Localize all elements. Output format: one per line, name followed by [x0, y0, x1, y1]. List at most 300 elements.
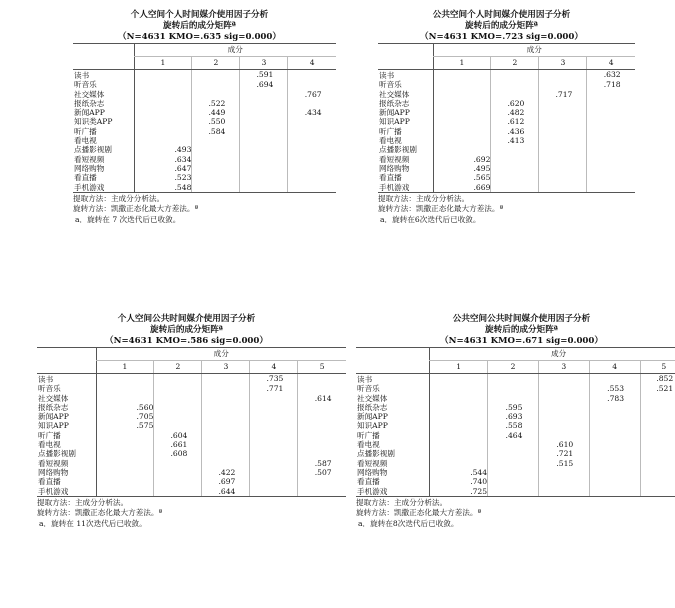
table-row [378, 173, 635, 182]
component-number: 2 [488, 361, 539, 374]
loading-value [640, 440, 675, 449]
loading-value: .553 [589, 384, 640, 393]
row-label: 听广播 [74, 126, 97, 136]
table-row [37, 412, 346, 421]
loading-value [240, 145, 288, 154]
loading-value: .632 [587, 70, 635, 81]
loading-value: .721 [538, 449, 589, 458]
loading-value [154, 403, 202, 412]
loading-value [488, 374, 539, 385]
loading-value [491, 90, 539, 99]
loading-value [587, 136, 635, 145]
loading-value [430, 459, 488, 468]
row-label: 报纸杂志 [38, 402, 69, 412]
loading-value: .560 [96, 403, 154, 412]
table-title-line: （N=4631 KMO=.635 sig=0.000） [118, 32, 281, 42]
loading-value [240, 173, 288, 182]
loading-value [154, 477, 202, 486]
loading-value: .515 [538, 459, 589, 468]
loading-value [298, 412, 346, 421]
loading-value [298, 477, 346, 486]
loading-value [96, 487, 154, 497]
loading-value [298, 440, 346, 449]
table-note: a．旋转在6次迭代后已收敛。 [380, 214, 481, 224]
table-row [356, 431, 675, 440]
loading-value [134, 90, 192, 99]
loading-value: .725 [430, 487, 488, 497]
table-title-line: 旋转后的成分矩阵ª [485, 325, 558, 335]
loading-value [96, 449, 154, 458]
loading-value: .767 [288, 90, 336, 99]
loading-value [192, 80, 240, 89]
table-row [356, 374, 675, 385]
loading-value [640, 412, 675, 421]
loading-value [240, 117, 288, 126]
row-label: 知识APP [38, 421, 69, 431]
loading-value [539, 136, 587, 145]
table-row [73, 127, 336, 136]
table-row [356, 459, 675, 468]
loading-value [298, 403, 346, 412]
loading-value: .464 [488, 431, 539, 440]
loading-value: .548 [134, 183, 192, 193]
loading-value [488, 468, 539, 477]
table-note: 旋转方法：凯撒正态化最大方差法。ª [356, 508, 482, 518]
loading-value [539, 80, 587, 89]
row-label: 手机游戏 [37, 487, 96, 497]
loading-value [202, 431, 250, 440]
row-label: 听广播 [357, 430, 380, 440]
table-row [378, 127, 635, 136]
loading-value [288, 127, 336, 136]
row-label: 报纸杂志 [357, 402, 388, 412]
row-label: 听音乐 [38, 384, 61, 394]
loading-value [288, 145, 336, 154]
loading-value: .495 [433, 164, 491, 173]
loading-value [96, 440, 154, 449]
loading-value [250, 487, 298, 497]
table-note: 旋转方法：凯撒正态化最大方差法。ª [73, 204, 199, 214]
table-title-line: 旋转后的成分矩阵ª [163, 21, 236, 31]
row-label: 听音乐 [357, 384, 380, 394]
loading-value [589, 459, 640, 468]
loading-value: .558 [488, 421, 539, 430]
row-label: 看电视 [38, 440, 61, 450]
loading-value: .610 [538, 440, 589, 449]
loading-value [539, 127, 587, 136]
loading-value [589, 477, 640, 486]
loading-value [587, 183, 635, 193]
loading-value [240, 90, 288, 99]
loading-value: .718 [587, 80, 635, 89]
loading-value [587, 99, 635, 108]
table-row [37, 384, 346, 393]
loading-value [202, 374, 250, 385]
loading-value [538, 374, 589, 385]
loading-value [587, 127, 635, 136]
loading-value [192, 183, 240, 193]
row-label: 社交媒体 [74, 89, 105, 99]
row-label: 听广播 [38, 430, 61, 440]
component-number: 3 [202, 361, 250, 374]
loading-value: .634 [134, 155, 192, 164]
table-title-line: 旋转后的成分矩阵ª [465, 21, 538, 31]
loading-value [134, 117, 192, 126]
loading-value [589, 440, 640, 449]
table-notes [73, 194, 336, 226]
table-row [73, 136, 336, 145]
loading-value [587, 90, 635, 99]
loading-value [430, 421, 488, 430]
loading-value [488, 449, 539, 458]
loading-value [538, 412, 589, 421]
loading-value [240, 183, 288, 193]
row-label: 新闻APP [357, 412, 388, 422]
loading-value [539, 99, 587, 108]
table-row [73, 183, 336, 193]
table-title [73, 10, 326, 43]
loading-value [250, 394, 298, 403]
table-row [73, 155, 336, 164]
loading-value [538, 394, 589, 403]
factor-table-4 [356, 314, 675, 529]
row-label: 新闻APP [379, 108, 410, 118]
loading-value [640, 468, 675, 477]
loading-value [250, 421, 298, 430]
row-label: 报纸杂志 [74, 98, 105, 108]
table-row [73, 117, 336, 126]
rotated-component-matrix [37, 347, 346, 497]
table-row [37, 487, 346, 497]
loading-value [538, 431, 589, 440]
table-note: 提取方法：主成分分析法。 [378, 193, 470, 203]
table-row [356, 477, 675, 486]
loading-value [202, 394, 250, 403]
loading-value [250, 403, 298, 412]
table-row [356, 440, 675, 449]
table-row [378, 90, 635, 99]
table-row [73, 164, 336, 173]
table-note: 提取方法：主成分分析法。 [37, 497, 129, 507]
loading-value [250, 449, 298, 458]
loading-value [288, 136, 336, 145]
loading-value [640, 431, 675, 440]
table-row [356, 394, 675, 403]
loading-value [202, 412, 250, 421]
loading-value [589, 403, 640, 412]
loading-value: .523 [134, 173, 192, 182]
loading-value [539, 155, 587, 164]
loading-value [202, 403, 250, 412]
loading-value: .544 [430, 468, 488, 477]
loading-value [134, 80, 192, 89]
loading-value [134, 136, 192, 145]
row-label: 点播影视剧 [38, 449, 76, 459]
table-note: a．旋转在8次迭代后已收敛。 [358, 518, 459, 528]
component-number: 5 [640, 361, 675, 374]
loading-value: .565 [433, 173, 491, 182]
table-note: 提取方法：主成分分析法。 [73, 193, 165, 203]
component-number: 1 [96, 361, 154, 374]
loading-value [298, 384, 346, 393]
loading-value [134, 127, 192, 136]
row-label: 听音乐 [379, 80, 402, 90]
row-label: 新闻APP [74, 108, 105, 118]
table-notes [378, 194, 635, 226]
loading-value [430, 412, 488, 421]
loading-value [433, 70, 491, 81]
loading-value [433, 80, 491, 89]
loading-value [240, 108, 288, 117]
row-label: 网络购物 [74, 163, 105, 173]
component-number: 2 [491, 57, 539, 70]
loading-value [96, 468, 154, 477]
loading-value [488, 487, 539, 497]
table-row [378, 108, 635, 117]
loading-value: .591 [240, 70, 288, 81]
table-title-line: （N=4631 KMO=.723 sig=0.000） [420, 32, 583, 42]
table-title-line: 公共空间个人时间媒介使用因子分析 [432, 10, 571, 20]
loading-value: .612 [491, 117, 539, 126]
loading-value [288, 80, 336, 89]
loading-value [298, 421, 346, 430]
table-row [356, 384, 675, 393]
loading-value [250, 431, 298, 440]
loading-value [96, 431, 154, 440]
loading-value [96, 477, 154, 486]
loading-value [640, 477, 675, 486]
component-number: 1 [430, 361, 488, 374]
loading-value [288, 183, 336, 193]
row-label: 看短视频 [38, 458, 69, 468]
loading-value: .436 [491, 127, 539, 136]
table-row [37, 431, 346, 440]
component-header: 成分 [433, 44, 635, 57]
factor-table-3 [37, 314, 346, 529]
row-label: 报纸杂志 [379, 98, 410, 108]
table-row [73, 70, 336, 81]
factor-table-2 [378, 10, 635, 225]
loading-value: .661 [154, 440, 202, 449]
row-label: 看电视 [379, 136, 402, 146]
component-number: 4 [589, 361, 640, 374]
loading-value [202, 459, 250, 468]
table-row [37, 468, 346, 477]
table-row [37, 394, 346, 403]
row-label: 知识类APP [74, 117, 113, 127]
loading-value [433, 145, 491, 154]
row-label: 读书 [357, 375, 373, 384]
component-number: 2 [192, 57, 240, 70]
table-title [378, 10, 625, 43]
loading-value [192, 90, 240, 99]
loading-value [96, 384, 154, 393]
table-row [37, 449, 346, 458]
table-row [37, 477, 346, 486]
component-number: 4 [288, 57, 336, 70]
loading-value: .693 [488, 412, 539, 421]
loading-value: .647 [134, 164, 192, 173]
loading-value: .493 [134, 145, 192, 154]
row-label: 社交媒体 [357, 393, 388, 403]
table-row [73, 108, 336, 117]
row-label: 新闻APP [38, 412, 69, 422]
table-row [378, 99, 635, 108]
table-row [378, 136, 635, 145]
loading-value [433, 108, 491, 117]
table-note: a．旋转在 7 次迭代后已收敛。 [75, 214, 181, 224]
table-title-line: 个人空间个人时间媒介使用因子分析 [130, 10, 269, 20]
loading-value: .740 [430, 477, 488, 486]
loading-value [539, 164, 587, 173]
loading-value [240, 99, 288, 108]
loading-value [154, 374, 202, 385]
table-row [356, 468, 675, 477]
row-label: 知识APP [379, 117, 410, 127]
loading-value [250, 477, 298, 486]
loading-value [298, 487, 346, 497]
table-title-line: 公共空间公共时间媒介使用因子分析 [452, 314, 591, 324]
loading-value: .717 [539, 90, 587, 99]
table-title-line: （N=4631 KMO=.671 sig=0.000） [440, 336, 603, 346]
row-label: 听广播 [379, 126, 402, 136]
row-label: 手机游戏 [378, 183, 433, 193]
loading-value: .669 [433, 183, 491, 193]
loading-value [539, 108, 587, 117]
row-label: 点播影视剧 [74, 145, 112, 155]
loading-value [240, 136, 288, 145]
loading-value [154, 468, 202, 477]
loading-value [491, 155, 539, 164]
row-label: 读书 [74, 71, 90, 80]
table-row [73, 145, 336, 154]
loading-value [539, 183, 587, 193]
loading-value [491, 173, 539, 182]
loading-value: .697 [202, 477, 250, 486]
loading-value [298, 449, 346, 458]
loading-value: .852 [640, 374, 675, 385]
loading-value [488, 384, 539, 393]
loading-value: .771 [250, 384, 298, 393]
loading-value [539, 173, 587, 182]
loading-value [202, 384, 250, 393]
loading-value: .482 [491, 108, 539, 117]
row-label: 知识APP [357, 421, 388, 431]
row-label: 看直播 [38, 477, 61, 487]
table-row [378, 155, 635, 164]
loading-value [96, 394, 154, 403]
table-row [378, 117, 635, 126]
table-row [37, 403, 346, 412]
loading-value [96, 374, 154, 385]
loading-value [587, 173, 635, 182]
table-row [37, 459, 346, 468]
component-number: 3 [240, 57, 288, 70]
loading-value [538, 477, 589, 486]
loading-value [288, 173, 336, 182]
loading-value: .575 [96, 421, 154, 430]
factor-table-1 [73, 10, 336, 225]
loading-value [488, 440, 539, 449]
table-row [356, 403, 675, 412]
table-note: 旋转方法：凯撒正态化最大方差法。ª [37, 508, 163, 518]
table-row [37, 374, 346, 385]
table-row [378, 80, 635, 89]
loading-value [589, 449, 640, 458]
loading-value: .604 [154, 431, 202, 440]
row-label: 点播影视剧 [379, 145, 417, 155]
rotated-component-matrix [356, 347, 675, 497]
loading-value: .608 [154, 449, 202, 458]
component-header: 成分 [96, 348, 346, 361]
loading-value [640, 459, 675, 468]
loading-value [192, 70, 240, 81]
loading-value [433, 117, 491, 126]
loading-value [192, 136, 240, 145]
loading-value [488, 459, 539, 468]
loading-value [430, 440, 488, 449]
loading-value [538, 487, 589, 497]
loading-value [298, 431, 346, 440]
loading-value [430, 394, 488, 403]
loading-value [433, 127, 491, 136]
loading-value: .584 [192, 127, 240, 136]
loading-value [288, 164, 336, 173]
row-label: 网络购物 [379, 163, 410, 173]
loading-value [491, 183, 539, 193]
loading-value [154, 412, 202, 421]
loading-value [539, 70, 587, 81]
loading-value [539, 145, 587, 154]
loading-value [433, 99, 491, 108]
table-row [378, 183, 635, 193]
table-row [73, 80, 336, 89]
rotated-component-matrix [378, 43, 635, 193]
row-label: 网络购物 [38, 467, 69, 477]
component-number: 2 [154, 361, 202, 374]
loading-value [488, 394, 539, 403]
loading-value [433, 90, 491, 99]
table-row [356, 421, 675, 430]
loading-value [589, 412, 640, 421]
loading-value [538, 384, 589, 393]
table-row [356, 487, 675, 497]
row-label: 社交媒体 [379, 89, 410, 99]
loading-value [154, 459, 202, 468]
loading-value [430, 431, 488, 440]
table-row [73, 90, 336, 99]
loading-value: .422 [202, 468, 250, 477]
table-notes [37, 498, 346, 530]
loading-value [202, 421, 250, 430]
table-row [356, 412, 675, 421]
loading-value: .522 [192, 99, 240, 108]
loading-value [587, 108, 635, 117]
loading-value [640, 403, 675, 412]
loading-value [539, 117, 587, 126]
loading-value [640, 394, 675, 403]
loading-value [250, 412, 298, 421]
loading-value: .587 [298, 459, 346, 468]
loading-value [587, 155, 635, 164]
loading-value: .614 [298, 394, 346, 403]
table-title-line: 个人空间公共时间媒介使用因子分析 [117, 314, 256, 324]
row-label: 看短视频 [357, 458, 388, 468]
table-note: 旋转方法：凯撒正态化最大方差法。ª [378, 204, 504, 214]
loading-value [640, 487, 675, 497]
loading-value: .644 [202, 487, 250, 497]
loading-value [202, 440, 250, 449]
